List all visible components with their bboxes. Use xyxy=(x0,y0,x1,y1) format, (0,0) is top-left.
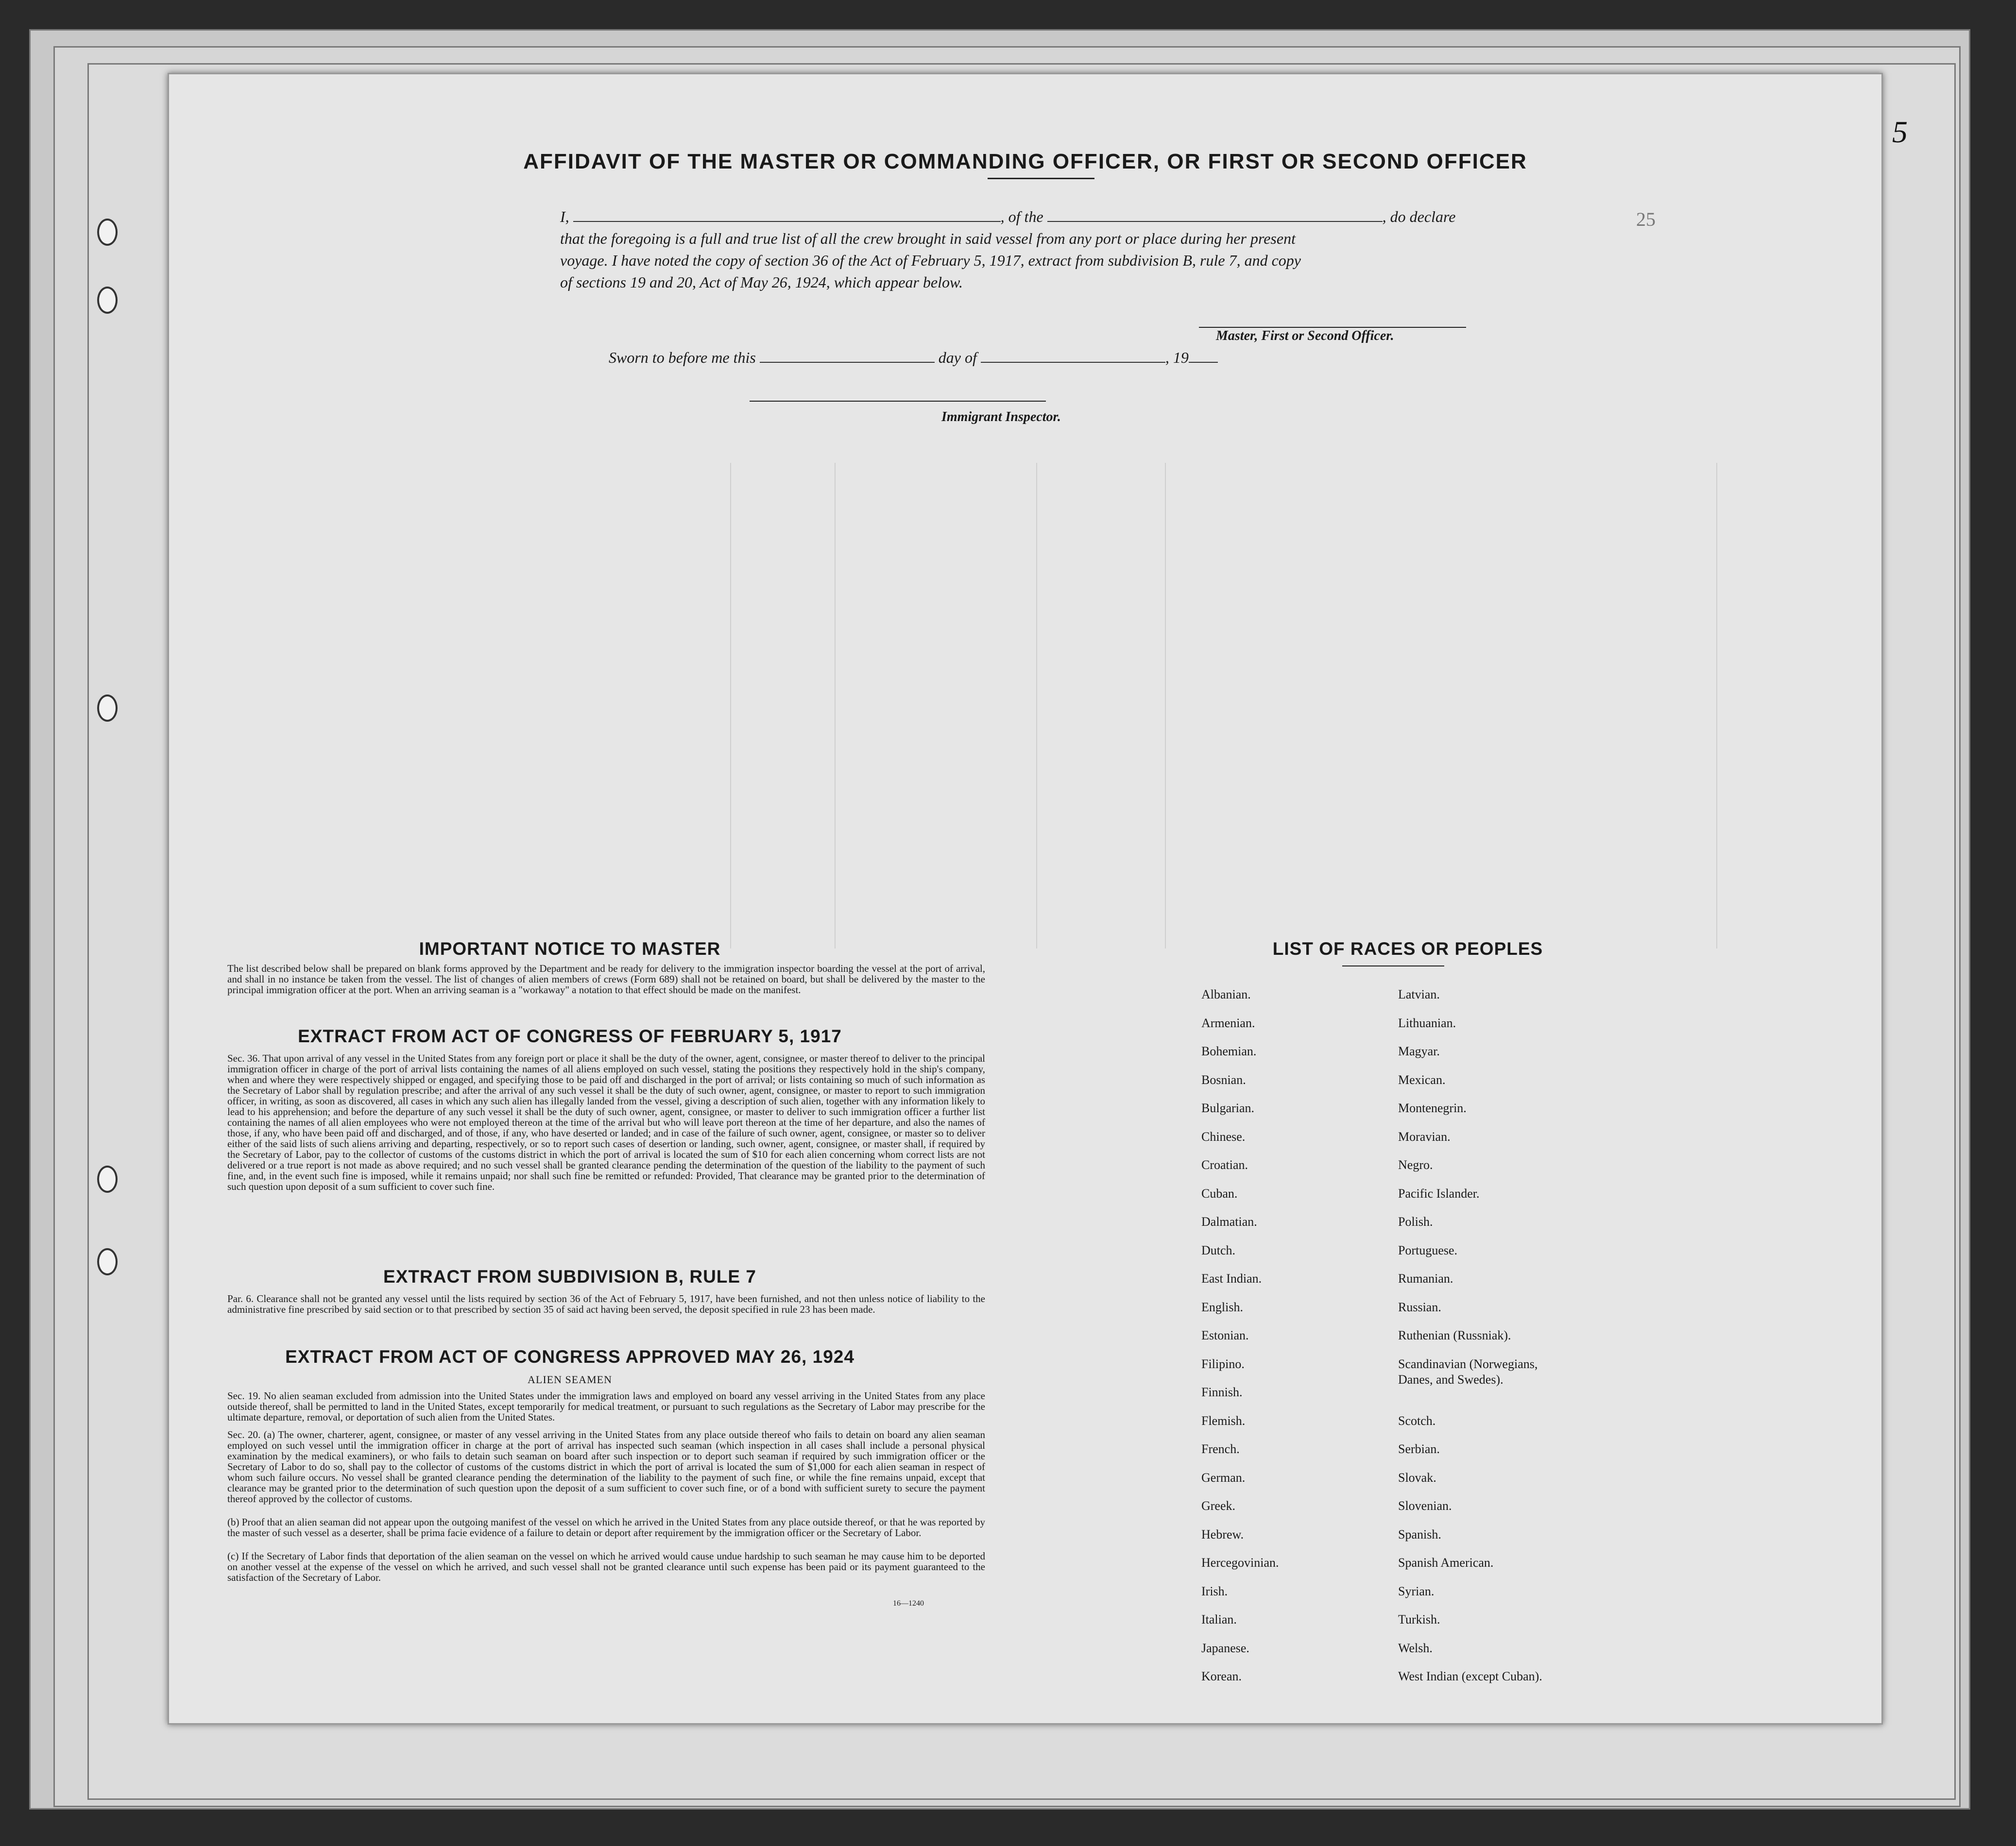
race-item: Italian. xyxy=(1201,1612,1237,1626)
race-item: French. xyxy=(1201,1442,1240,1456)
affidavit-line-3: voyage. I have noted the copy of section 36 of the Act of February 5, 1917, extract from subdivision B, rule 7, and copy xyxy=(560,252,1301,269)
race-item: Bohemian. xyxy=(1201,1044,1257,1058)
vessel-name-field[interactable] xyxy=(1047,209,1383,222)
column-guide xyxy=(835,463,836,948)
race-item: Armenian. xyxy=(1201,1016,1255,1030)
affidavit-line-1: I, , of the , do declare xyxy=(560,208,1456,225)
race-item: Bulgarian. xyxy=(1201,1101,1255,1115)
race-item: Chinese. xyxy=(1201,1129,1246,1144)
notice-title: IMPORTANT NOTICE TO MASTER xyxy=(419,939,721,959)
race-item: Russian. xyxy=(1398,1300,1441,1314)
race-item: Magyar. xyxy=(1398,1044,1440,1058)
extract-1924-title: EXTRACT FROM ACT OF CONGRESS APPROVED MAY 26, 1924 xyxy=(285,1347,854,1367)
races-title: LIST OF RACES OR PEOPLES xyxy=(1272,939,1543,959)
race-item: Korean. xyxy=(1201,1669,1242,1683)
inspector-signature-line[interactable] xyxy=(750,401,1046,402)
races-rule xyxy=(1342,965,1444,966)
title-rule xyxy=(988,178,1094,179)
extract-1917-text: Sec. 36. That upon arrival of any vessel in the United States from any foreign port or place it shall be the duty of the owner, agent, consignee, or master thereof to deliver to the principal immigration officer in charge of the port of arrival lists containing the names of all aliens employed on such vessel, stating the positions they respectively hold in the ship's company, when and where they were respectively shipped or engaged, and specifying those to be paid off and discharged in the port of arrival; or lists containing so much of such information as the Secretary of Labor shall by regulation prescribe; and after the arrival of any such vessel it shall be the duty of such owner, agent, consignee, or master to report to such immigration officer, in writing, as soon as discovered, all cases in which any such alien has illegally landed from the vessel, giving a description of such alien, together with any information likely to lead to his apprehension; and before the departure of any such vessel it shall be the duty of such owner, agent, consignee, or master to deliver to such immigration officer a further list containing the names of all alien employees who were not employed thereon at the time of the arrival but who will leave port thereon at the time of her departure, and also the names of those, if any, who have been paid off and discharged, and of those, if any, who have deserted or landed; and in case of the failure of such owner, agent, consignee, or master so to deliver either of the said lists of such aliens arriving and departing, respectively, or so to report such cases of desertion or landing, such owner, agent, consignee, or master shall, if required by the Secretary of Labor, pay to the collector of customs of the customs district in which the port of arrival is located the sum of $10 for each alien concerning whom correct lists are not delivered or a true report is not made as above required; and no such vessel shall be granted clearance pending the determination of the question of the liability to the payment of such fine, and, in the event such fine is imposed, while it remains unpaid; nor shall such fine be remitted or refunded: Provided, That clearance may be granted prior to the determination of such question upon deposit of a sum sufficient to cover such fine. xyxy=(227,1052,985,1192)
race-item: Moravian. xyxy=(1398,1129,1451,1144)
punch-hole xyxy=(97,694,118,722)
race-item: Cuban. xyxy=(1201,1186,1238,1201)
race-item: Flemish. xyxy=(1201,1413,1246,1428)
race-item: Croatian. xyxy=(1201,1158,1248,1172)
master-name-field[interactable] xyxy=(573,209,1001,222)
form-page xyxy=(168,73,1883,1725)
column-guide xyxy=(1165,463,1166,948)
extract-1917-title: EXTRACT FROM ACT OF CONGRESS OF FEBRUARY 5, 1917 xyxy=(298,1026,842,1046)
race-item: Albanian. xyxy=(1201,987,1251,1001)
punch-hole xyxy=(97,287,118,314)
race-item: Dalmatian. xyxy=(1201,1215,1257,1229)
race-item: Polish. xyxy=(1398,1215,1433,1229)
race-item: Rumanian. xyxy=(1398,1271,1453,1286)
affidavit-line-2: that the foregoing is a full and true list of all the crew brought in said vessel from any port or place during her present xyxy=(560,230,1296,247)
race-item: Serbian. xyxy=(1398,1442,1440,1456)
race-item: Spanish. xyxy=(1398,1527,1441,1541)
sworn-line: Sworn to before me this day of , 19 xyxy=(609,349,1218,367)
race-item: Hercegovinian. xyxy=(1201,1556,1279,1570)
race-item: Montenegrin. xyxy=(1398,1101,1467,1115)
extract-rule7-title: EXTRACT FROM SUBDIVISION B, RULE 7 xyxy=(383,1267,756,1287)
race-item: West Indian (except Cuban). xyxy=(1398,1669,1542,1683)
race-item: Turkish. xyxy=(1398,1612,1440,1626)
race-item: Scotch. xyxy=(1398,1413,1436,1428)
race-item: Mexican. xyxy=(1398,1072,1446,1087)
race-item: German. xyxy=(1201,1470,1246,1485)
column-guide xyxy=(1036,463,1037,948)
extract-1924-subtitle: ALIEN SEAMEN xyxy=(528,1373,612,1386)
race-item: Slovenian. xyxy=(1398,1499,1452,1513)
race-item: Spanish American. xyxy=(1398,1556,1494,1570)
affidavit-line-4: of sections 19 and 20, Act of May 26, 1924, which appear below. xyxy=(560,273,963,291)
race-item: Irish. xyxy=(1201,1584,1228,1598)
race-item: Syrian. xyxy=(1398,1584,1435,1598)
race-item: Lithuanian. xyxy=(1398,1016,1456,1030)
extract-1924-sec20c: (c) If the Secretary of Labor finds that deportation of the alien seaman on the vessel on which he arrived would cause undue hardship to such seaman he may cause him to be deported on another vessel at the expense of the vessel on which he arrived, and such vessel shall not be granted clearance until such expense has been paid or its payment guaranteed to the satisfaction of the Secretary of Labor. xyxy=(227,1550,985,1583)
race-item: Ruthenian (Russniak). xyxy=(1398,1328,1511,1342)
inspector-label: Immigrant Inspector. xyxy=(941,409,1061,424)
race-item: Welsh. xyxy=(1398,1641,1433,1655)
race-item: Hebrew. xyxy=(1201,1527,1244,1541)
race-item: Bosnian. xyxy=(1201,1072,1246,1087)
extract-rule7-text: Par. 6. Clearance shall not be granted any vessel until the lists required by section 36 of the Act of February 5, 1917, have been furnished, and not then unless notice of liability to the administrative fine prescribed by said section or to that prescribed by section 35 of said act having been served, the deposit specified in rule 23 has been made. xyxy=(227,1293,985,1315)
race-item: Slovak. xyxy=(1398,1470,1436,1485)
form-number: 16—1240 xyxy=(893,1599,924,1608)
sworn-day-field[interactable] xyxy=(760,350,935,363)
punch-hole xyxy=(97,219,118,246)
race-item: Finnish. xyxy=(1201,1385,1243,1399)
race-item: Pacific Islander. xyxy=(1398,1186,1480,1201)
race-item: English. xyxy=(1201,1300,1243,1314)
race-item: Portuguese. xyxy=(1398,1243,1458,1257)
race-item: Japanese. xyxy=(1201,1641,1249,1655)
extract-1924-sec20a: Sec. 20. (a) The owner, charterer, agent, consignee, or master of any vessel arriving in the United States from any place outside thereof who fails to detain on board any alien seaman employed on such vessel until the immigration officer in charge at the port of arrival has inspected such seaman (which inspection in all cases shall include a personal physical examination by the medical examiners), or who fails to detain such seaman on board after such inspection or to deport such seaman if required by such immigration officer or the Secretary of Labor to do so, shall pay to the collector of customs of the customs district in which the port of arrival is located the sum of $1,000 for each alien seaman in respect of whom such failure occurs. No vessel shall be granted clearance pending the determination of the liability to the payment of such fine, or while the fine remains unpaid, except that clearance may be granted prior to the determination of such question upon the deposit of a sum sufficient to cover such fine, or of a bond with sufficient surety to secure the payment thereof approved by the collector of customs. xyxy=(227,1429,985,1505)
race-item: East Indian. xyxy=(1201,1271,1262,1286)
margin-mark-top-right: 5 xyxy=(1892,115,1908,149)
race-item: Latvian. xyxy=(1398,987,1440,1001)
sworn-month-field[interactable] xyxy=(981,350,1165,363)
signature-label: Master, First or Second Officer. xyxy=(1216,328,1394,343)
affidavit-title: AFFIDAVIT OF THE MASTER OR COMMANDING OFFICER, OR FIRST OR SECOND OFFICER xyxy=(523,150,1527,173)
race-item: Greek. xyxy=(1201,1499,1236,1513)
column-guide xyxy=(730,463,731,948)
punch-hole xyxy=(97,1166,118,1193)
signature-line[interactable] xyxy=(1199,327,1466,328)
race-item: Scandinavian (Norwegians, xyxy=(1398,1356,1538,1371)
race-item: Estonian. xyxy=(1201,1328,1249,1342)
extract-1924-sec19: Sec. 19. No alien seaman excluded from admission into the United States under the immigration laws and employed on board any vessel arriving in the United States from any place outside thereof, shall be permitted to land in the United States, except temporarily for medical treatment, or pursuant to such regulations as the Secretary of Labor may prescribe for the ultimate departure, removal, or deportation of such alien from the United States. xyxy=(227,1390,985,1423)
race-item: Dutch. xyxy=(1201,1243,1236,1257)
page-stamp: 25 xyxy=(1636,208,1656,230)
race-item: Danes, and Swedes). xyxy=(1398,1372,1503,1387)
notice-text: The list described below shall be prepared on blank forms approved by the Department and be ready for delivery to the immigration inspector boarding the vessel at the port of arrival, and shall in no instance be taken from the vessel. The list of changes of alien members of crews (Form 689) shall not be retained on board, but shall be delivered by the master to the principal immigration officer at the port. When an arriving seaman is a "workaway" a notation to that effect should be made on the manifest. xyxy=(227,963,985,996)
punch-hole xyxy=(97,1248,118,1275)
race-item: Negro. xyxy=(1398,1158,1433,1172)
column-guide xyxy=(1716,463,1717,948)
race-item: Filipino. xyxy=(1201,1356,1245,1371)
extract-1924-sec20b: (b) Proof that an alien seaman did not appear upon the outgoing manifest of the vessel on which he arrived in the United States from any place outside thereof, or that he was reported by the master of such vessel as a deserter, shall be prima facie evidence of a failure to detain or deport after requirement by the immigration officer or the Secretary of Labor. xyxy=(227,1516,985,1539)
sworn-year-field[interactable] xyxy=(1189,350,1218,363)
